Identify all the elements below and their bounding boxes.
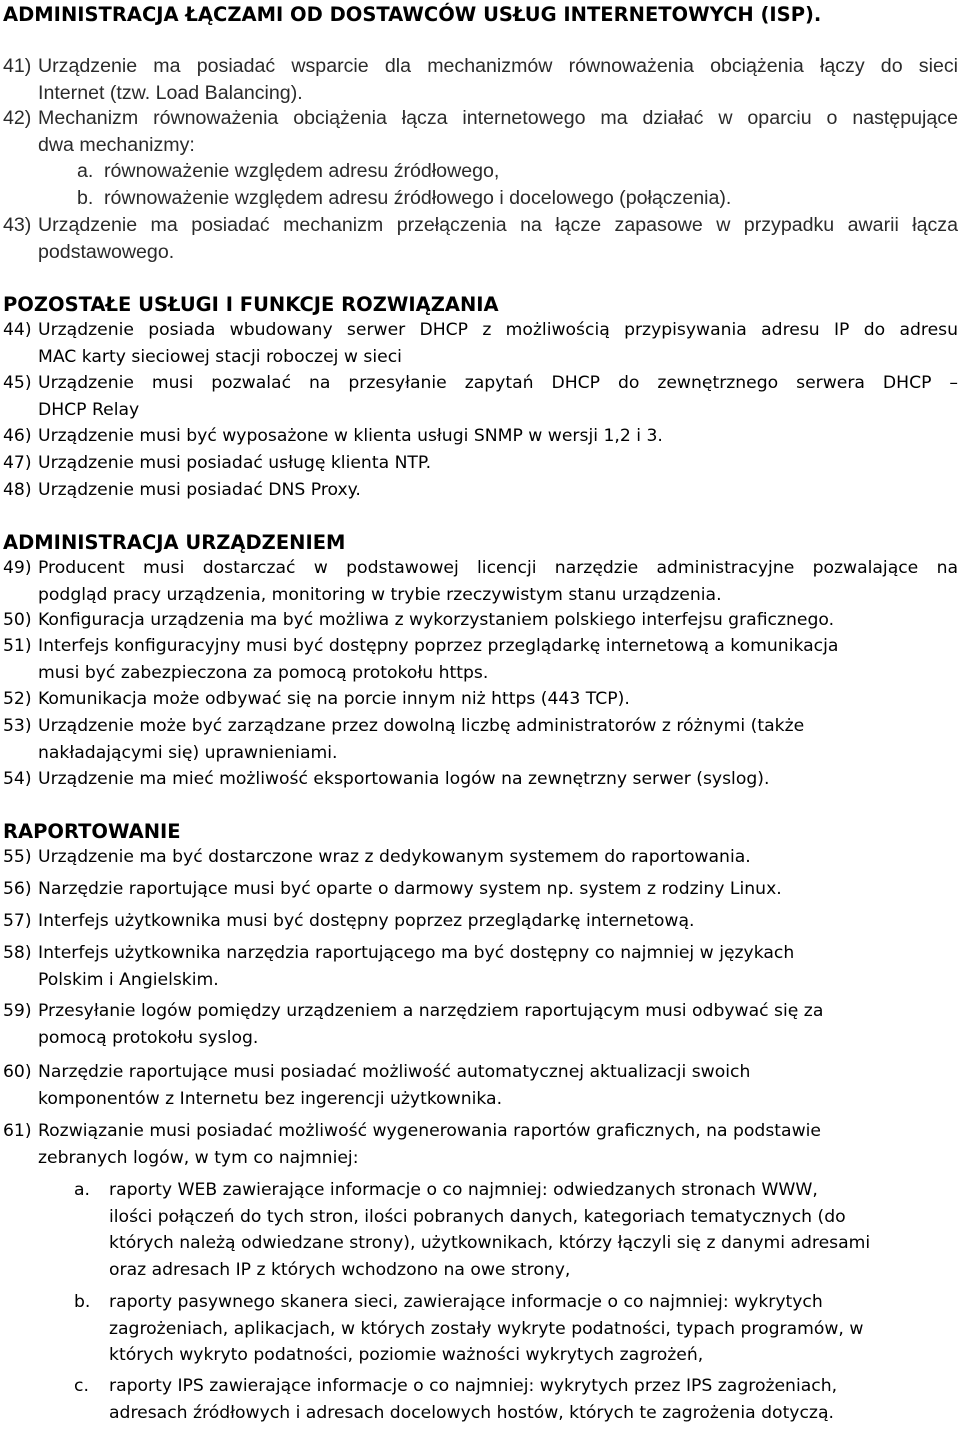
item-text: podstawowego. [38,241,958,268]
item-number: 45) [3,373,32,393]
item-number: 58) [3,943,32,963]
sub-item-text: zagrożeniach, aplikacjach, w których zostały wykryte podatności, typach programów, w [109,1319,949,1346]
sub-item-label: a. [74,1180,90,1200]
sub-item-label: c. [74,1376,89,1396]
item-text: komponentów z Internetu bez ingerencji użytkownika. [38,1089,958,1116]
item-text: Urządzenie może być zarządzane przez dowolną liczbę administratorów z różnymi (także [38,716,958,743]
item-text: Polskim i Angielskim. [38,970,958,997]
item-text: Urządzenie ma posiadać wsparcie dla mechanizmów równoważenia obciążenia łączy do sieci [38,55,958,82]
sub-item-text: raporty WEB zawierające informacje o co najmniej: odwiedzanych stronach WWW, [109,1180,949,1207]
item-text: Narzędzie raportujące musi być oparte o darmowy system np. system z rodziny Linux. [38,879,958,906]
item-text: Urządzenie musi być wyposażone w klienta usługi SNMP w wersji 1,2 i 3. [38,426,958,453]
item-text: Narzędzie raportujące musi posiadać możliwość automatycznej aktualizacji swoich [38,1062,958,1089]
sub-item-text: równoważenie względem adresu źródłowego i docelowego (połączenia). [104,187,731,210]
item-text: Interfejs użytkownika musi być dostępny poprzez przeglądarkę internetową. [38,911,958,938]
item-number: 57) [3,911,32,931]
sub-item-text: oraz adresach IP z których wchodzono na owe strony, [109,1260,949,1287]
item-text: Urządzenie musi posiadać DNS Proxy. [38,480,958,507]
item-text: musi być zabezpieczona za pomocą protokołu https. [38,663,958,690]
item-text: Interfejs użytkownika narzędzia raportującego ma być dostępny co najmniej w językach [38,943,958,970]
sub-item-text: raporty IPS zawierające informacje o co najmniej: wykrytych przez IPS zagrożeniach, [109,1376,949,1403]
section-title-admin: ADMINISTRACJA URZĄDZENIEM [3,531,345,554]
item-number: 49) [3,558,32,578]
item-number: 54) [3,769,32,789]
item-text: Internet (tzw. Load Balancing). [38,82,958,109]
sub-item-text: których wykryto podatności, poziomie ważności wykrytych zagrożeń, [109,1345,949,1372]
item-text: podgląd pracy urządzenia, monitoring w trybie rzeczywistym stanu urządzenia. [38,585,958,612]
sub-item-text: adresach źródłowych i adresach docelowych hostów, których te zagrożenia dotyczą. [109,1403,949,1429]
item-text: Mechanizm równoważenia obciążenia łącza internetowego ma działać w oparciu o następujące [38,107,958,134]
sub-item-text: ilości połączeń do tych stron, ilości pobranych danych, kategoriach tematycznych (do [109,1207,949,1234]
item-number: 60) [3,1062,32,1082]
item-number: 41) [3,55,31,78]
section-title-isp: ADMINISTRACJA ŁĄCZAMI OD DOSTAWCÓW USŁUG INTERNETOWYCH (ISP). [3,3,821,26]
item-number: 50) [3,610,32,630]
sub-item-label: a. [77,160,93,183]
item-text: Interfejs konfiguracyjny musi być dostępny poprzez przeglądarkę internetową a komunikacja [38,636,958,663]
item-number: 59) [3,1001,32,1021]
item-text: Urządzenie ma posiadać mechanizm przełączenia na łącze zapasowe w przypadku awarii łącza [38,214,958,241]
item-number: 44) [3,320,32,340]
item-text: Urządzenie ma być dostarczone wraz z dedykowanym systemem do raportowania. [38,847,958,874]
item-number: 55) [3,847,32,867]
item-number: 42) [3,107,31,130]
item-text: nakładającymi się) uprawnieniami. [38,743,958,770]
item-number: 53) [3,716,32,736]
item-number: 48) [3,480,32,500]
item-text: dwa mechanizmy: [38,134,958,161]
sub-item-label: b. [74,1292,90,1312]
sub-item-text: których należą odwiedzane strony), użytkownikach, którzy łączyli się z danymi adresami [109,1233,949,1260]
item-text: pomocą protokołu syslog. [38,1028,958,1055]
item-number: 46) [3,426,32,446]
item-number: 52) [3,689,32,709]
item-number: 61) [3,1121,32,1141]
item-text: Producent musi dostarczać w podstawowej licencji narzędzie administracyjne pozwalające na [38,558,958,585]
sub-item-text: raporty pasywnego skanera sieci, zawierające informacje o co najmniej: wykrytych [109,1292,949,1319]
item-text: Urządzenie musi pozwalać na przesyłanie zapytań DHCP do zewnętrznego serwera DHCP – [38,373,958,400]
item-text: DHCP Relay [38,400,958,427]
sub-item-text: równoważenie względem adresu źródłowego, [104,160,499,183]
item-number: 51) [3,636,32,656]
item-text: Urządzenie ma mieć możliwość eksportowania logów na zewnętrzny serwer (syslog). [38,769,958,796]
item-text: Urządzenie musi posiadać usługę klienta NTP. [38,453,958,480]
section-title-services: POZOSTAŁE USŁUGI I FUNKCJE ROZWIĄZANIA [3,293,499,316]
item-text: Urządzenie posiada wbudowany serwer DHCP z możliwością przypisywania adresu IP do adresu [38,320,958,347]
item-text: Rozwiązanie musi posiadać możliwość wygenerowania raportów graficznych, na podstawie [38,1121,958,1148]
item-text: Konfiguracja urządzenia ma być możliwa z wykorzystaniem polskiego interfejsu graficznego. [38,610,958,637]
item-number: 56) [3,879,32,899]
sub-item-label: b. [77,187,93,210]
item-number: 43) [3,214,31,237]
section-title-reporting: RAPORTOWANIE [3,820,181,843]
item-text: Komunikacja może odbywać się na porcie innym niż https (443 TCP). [38,689,958,716]
item-text: zebranych logów, w tym co najmniej: [38,1148,958,1175]
item-text: MAC karty sieciowej stacji roboczej w sieci [38,347,958,374]
item-number: 47) [3,453,32,473]
item-text: Przesyłanie logów pomiędzy urządzeniem a narzędziem raportującym musi odbywać się za [38,1001,958,1028]
